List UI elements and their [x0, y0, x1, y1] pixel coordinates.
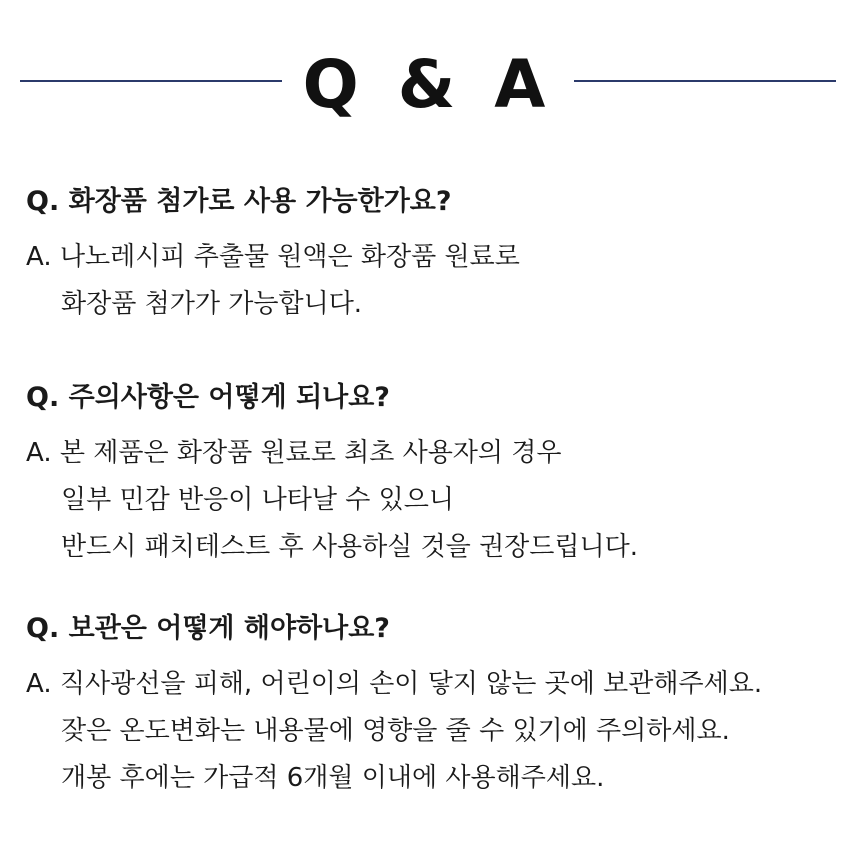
qa-header [0, 40, 858, 130]
answer-line: 개봉 후에는 가급적 6개월 이내에 사용해주세요. [61, 763, 605, 793]
question-text: Q. 주의사항은 어떻게 되나요? [26, 382, 390, 413]
answer-line: 화장품 첨가가 가능합니다. [61, 289, 363, 319]
answer-line: 반드시 패치테스트 후 사용하실 것을 권장드립니다. [61, 532, 639, 562]
answer-line: A. 본 제품은 화장품 원료로 최초 사용자의 경우 [26, 438, 562, 468]
page-title: Q & A [302, 46, 554, 123]
qa-item [26, 380, 856, 571]
header-rule-right [574, 80, 836, 82]
header-rule-left [20, 80, 282, 82]
answer-line: 일부 민감 반응이 나타날 수 있으니 [61, 485, 454, 515]
question-text: Q. 보관은 어떻게 해야하나요? [26, 613, 390, 644]
answer-line: A. 직사광선을 피해, 어린이의 손이 닿지 않는 곳에 보관해주세요. [26, 669, 763, 699]
qa-item [26, 184, 856, 328]
answer-line: 잦은 온도변화는 내용물에 영향을 줄 수 있기에 주의하세요. [61, 716, 730, 746]
question-text: Q. 화장품 첨가로 사용 가능한가요? [26, 186, 452, 217]
answer-line: A. 나노레시피 추출물 원액은 화장품 원료로 [26, 242, 520, 272]
qa-item [26, 611, 856, 802]
